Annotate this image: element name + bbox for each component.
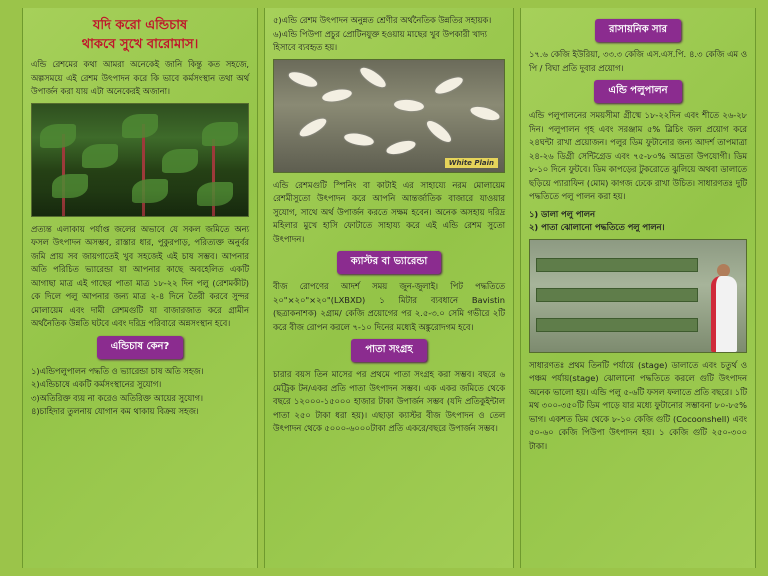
woman-figure xyxy=(710,264,738,352)
fertilizer-heading: রাসায়নিক সার xyxy=(595,19,681,42)
intro-paragraph: এন্ডি রেশমের কথা আমরা অনেকেই জানি কিন্তু কত সহজে, অল্পসময়ে এই রেশম উৎপাদন করে কি ভাবে কর্মসংস্থান তথা অর্থ উপার্জন করা যায় এটা অনেকেরই অজানা। xyxy=(31,59,249,96)
leaf-collection-heading: পাতা সংগ্রহ xyxy=(351,339,426,362)
main-title xyxy=(31,16,249,54)
rearing-paragraph: এন্ডি পলুপালনের সময়সীমা গ্রীষ্মে ১৮-২২দিন এবং শীতে ২৬-২৮ দিন। পলুপালন গৃহ এবং সরঞ্জাম ৫% ব্লিচিং জল প্রয়োগ করে ২৪ঘন্টা রাখা প্রয়োজন। পলুর ডিম ফুটানোর জন্য আদর্শ তাপমাত্রা ২৪-২৬ ডিগ্রী সেন্টিগ্রেড এবং ৭৫-৮০% আদ্রতা উপযোগী। ডিম ৮-১০ দিনে ফুটবে। ডিম কাপড়ের টুকরোতে ঝুলিয়ে অথবা ডালাতে ছড়িয়ে প্যারাফিন (মোম) কাগজ ঢেকে রাখা উচিত। সাধারণতঃ দুটি পদ্ধতিতে পলু পালন করা হয়। xyxy=(529,110,747,201)
panel-middle xyxy=(264,8,514,568)
spinning-paragraph: এন্ডি রেশমগুটি স্পিনিং বা কাটাই এর সাহায্যে নরম মোলায়েম রেশমীসুতো উৎপাদন করে আপনি আন্তর্জাতিক বাজারে যাওয়ার সুযোগ, সাথে অর্থ উপার্জন করতে সক্ষম হবেন। অনেক অসহায় দরিদ্র মহিলার মুখে হাসি ফোটাতে সাহায্য করে এই এন্ডি রেশম সুতো উৎপাদন। xyxy=(273,179,505,244)
head xyxy=(717,264,730,277)
cocoon xyxy=(343,131,374,147)
leaf xyxy=(40,124,76,148)
panel-right xyxy=(520,8,756,568)
benefit-list-continued xyxy=(273,14,505,55)
rearing-photo xyxy=(529,239,747,353)
castor-paragraph: বীজ রোপণের আদর্শ সময় জুন-জুলাই। পিট পদ্ধতিতে ২০"×২০"×২০"(LXBXD) ১ মিটার ব্যবধানে Bavistin (ছত্রাকনাশক) ২গ্রাম/ কেজি প্রয়োগের পর ২.৫-৩.০ সেমি গভীরে ২টি করে বীজ রোপন করলে ৭-১০ দিনের মধ্যেই অঙ্কুরোদগম হবে। xyxy=(273,281,505,332)
cocoon xyxy=(297,115,328,140)
leaf-collection-paragraph: চারার বয়স তিন মাসের পর প্রথমে পাতা সংগ্রহ করা সম্ভব। বছরে ৬ মেট্রিক টন/একর প্রতি পাতা উৎপাদন সম্ভব। এক একর জমিতে থেকে বছরে ১২০০০-১৫০০০ হাজার টাকা উপার্জন সম্ভব (যদি প্রতিকুইন্টাল পাতা ২৫০ টাকা ধরা হয়)। এছাড়া ক্যাস্টর বীজ উৎপাদন ও তেল উৎপাদন থেকে ৫০০০-৬০০০টাকা প্রতি একরে/বছরে উপার্জন সম্ভব। xyxy=(273,369,505,433)
rearing-tray xyxy=(536,318,698,332)
castor-plant-photo xyxy=(31,103,249,217)
leaf xyxy=(202,122,238,146)
cocoon xyxy=(433,74,465,97)
rearing-tray xyxy=(536,258,698,272)
list-item: ৬)এন্ডি পিউপা প্রচুর প্রোটিনযুক্ত হওয়ায় মাছের খুব উপকারী খাদ্য হিসাবে ব্যবহৃত হয়। xyxy=(273,28,487,52)
cocoon xyxy=(424,117,454,145)
cocoon xyxy=(321,87,352,103)
cocoon xyxy=(358,64,389,90)
saree xyxy=(711,276,737,352)
rearing-heading: এন্ডি পলুপালন xyxy=(594,80,681,103)
title-line-2: থাকবে সুখে বারোমাস। xyxy=(81,37,199,52)
cocoon xyxy=(385,138,417,156)
list-item: ১) ডালা পলু পালন xyxy=(529,208,595,219)
rearing-methods xyxy=(529,208,747,235)
cocoon-yield-paragraph: সাধারণতঃ প্রথম তিনটি পর্যায়ে (stage) ডালাতে এবং চতুর্থ ও পঞ্চম পর্যায়(stage) ঝোলানো পদ্ধতিতে করলে গুটি উৎপাদন অনেক ভালো হয়। এন্ডি পলু ৫-৬টি ফসল ফলাতে প্রতি বছরে। ১টি মথ ৩০০-৩৫০টি ডিম পাড়ে যার মধ্যে ফুটানোর সম্ভাবনা ৮০-৮৫% ভাগ। একশত ডিম থেকে ৮-১০ কেজি গুটি (Cocoonshell) এবং ৫০-৬০ কেজি পিউপা উৎপাদন হয়। ১ কেজি গুটি ২৫০-৩০০ টাকা। xyxy=(529,359,747,451)
photo-shade xyxy=(32,190,248,216)
why-heading: এন্ডিচাষ কেন? xyxy=(97,336,184,359)
body-paragraph: প্রত্যন্ত এলাকায় পর্যাপ্ত জলের অভাবে যে সকল জমিতে অন্য ফসল উৎপাদন অসম্ভব, রাস্তার ধার, পুকুরপাড়, পরিত্যক্ত অনুর্বর জমি প্রায় সব জায়গাতেই খুব সহজেই এই চাষ সম্ভব। আপনার অতি পরিচিত ভ্যারেন্ডা যা আপনার কাছে অবহেলিত একটি আগাছা মাত্র এই গাছের পাতা মাত্র ১৮-২২ দিন পলু (রেশমকীট) কে দিলে পলু আপনার জন্য মাত্র ২-৪ দিনে তৈরী করবে সুন্দর মোলায়েম এবং দামী রেশমগুটি যা বাজারজাত করে গ্রামীন অর্থনৈতিক উন্নতি ঘটবে এবং দরিদ্র পরিবারে অন্নসংস্থান হবে। xyxy=(31,223,249,328)
leaf xyxy=(82,144,118,168)
fertilizer-paragraph: ১৭.৬ কেজি ইউরিয়া, ৩৩.৩ কেজি এস.এস.পি. ৪.৩ কেজি এম ও পি / বিঘা প্রতি দুবার প্রয়োগ। xyxy=(529,49,747,73)
leaf xyxy=(162,149,198,173)
cocoon-photo xyxy=(273,59,505,173)
list-item: ৪)চাহিদার তুলনায় যোগান কম থাকায় বিক্রয় সহজ। xyxy=(31,406,199,416)
rearing-tray xyxy=(536,288,698,302)
title-line-1: যদি করো এন্ডিচাষ xyxy=(92,18,188,33)
cocoon xyxy=(287,69,319,90)
white-plain-label: White Plain xyxy=(445,158,498,168)
list-item: ১)এন্ডিপলুপালন পদ্ধতি ও ভ্যারেন্ডা চাষ অতি সহজ। xyxy=(31,365,204,376)
leaf xyxy=(122,114,158,138)
list-item: ২) পাতা ঝোলানো পদ্ধতিতে পলু পালন। xyxy=(529,222,665,232)
panel-left xyxy=(22,8,258,568)
list-item: ৩)অতিরিক্ত ব্যয় না করেও অতিরিক্ত আয়ের সুযোগ। xyxy=(31,392,203,403)
why-list xyxy=(31,365,249,419)
list-item: ৫)এন্ডি রেশম উৎপাদন অনুন্নত শ্রেণীর অর্থনৈতিক উন্নতির সহায়ক। xyxy=(273,15,492,25)
cocoon xyxy=(469,104,501,122)
castor-heading: ক্যাস্টর বা ভ্যারেন্ডা xyxy=(337,251,441,274)
cocoon xyxy=(394,98,425,112)
list-item: ২)এন্ডিচাষে একটি কর্মসংস্থানের সুযোগ। xyxy=(31,379,162,389)
